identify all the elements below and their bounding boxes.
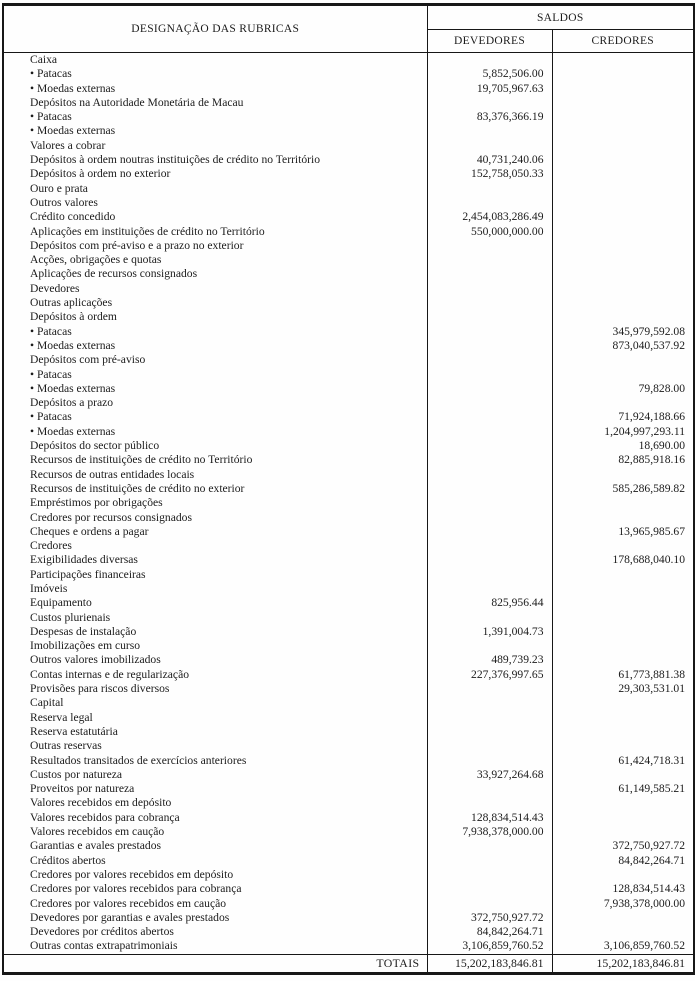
credores-value	[552, 53, 694, 68]
rubrica-label: Contas internas e de regularização	[3, 668, 427, 682]
devedores-value	[427, 182, 552, 196]
credores-value: 18,690.00	[638, 439, 685, 453]
column-header-saldos: SALDOS	[427, 5, 694, 30]
table-row	[3, 239, 694, 253]
credores-value	[552, 153, 694, 167]
devedores-value	[427, 882, 552, 896]
devedores-value	[427, 868, 552, 882]
devedores-value: 550,000,000.00	[427, 225, 552, 239]
table-row	[3, 453, 694, 467]
credores-value: 128,834,514.43	[612, 882, 685, 896]
rubrica-label: Custos por natureza	[3, 768, 427, 782]
rubrica-label: Imobilizações em curso	[3, 639, 427, 653]
table-row	[3, 296, 694, 310]
table-row	[3, 139, 694, 153]
table-row	[3, 725, 694, 739]
devedores-value: 372,750,927.72	[427, 911, 552, 925]
rubrica-label: Credores	[3, 539, 427, 553]
credores-value: 178,688,040.10	[612, 553, 685, 567]
table-row	[3, 696, 694, 710]
rubrica-label: Capital	[3, 696, 427, 710]
credores-value: 345,979,592.08	[612, 324, 685, 338]
devedores-value	[427, 696, 552, 710]
table-row	[3, 568, 694, 582]
devedores-value: 7,938,378,000.00	[427, 825, 552, 839]
table-row	[3, 482, 694, 496]
devedores-value	[427, 754, 552, 768]
table-row	[3, 939, 694, 954]
credores-value	[552, 210, 694, 224]
rubrica-label: Depósitos com pré-aviso	[3, 353, 427, 367]
rubrica-label: Outras contas extrapatrimoniais	[3, 939, 427, 954]
rubrica-label: Credores por recursos consignados	[3, 511, 427, 525]
rubrica-label: Outras aplicações	[3, 296, 427, 310]
devedores-value	[427, 897, 552, 911]
table-row	[3, 468, 694, 482]
table-row	[3, 511, 694, 525]
table-row	[3, 811, 694, 825]
devedores-value	[427, 525, 552, 539]
rubrica-label: Valores a cobrar	[3, 139, 427, 153]
table-row	[3, 67, 694, 81]
table-row	[3, 124, 694, 138]
rubrica-label: Depósitos com pré-aviso e a prazo no exterior	[3, 239, 427, 253]
credores-value	[552, 239, 694, 253]
devedores-value	[427, 611, 552, 625]
table-row	[3, 210, 694, 224]
devedores-value	[427, 353, 552, 367]
rubrica-label: Aplicações de recursos consignados	[3, 267, 427, 281]
devedores-value	[427, 53, 552, 68]
devedores-value	[427, 496, 552, 510]
table-row	[3, 796, 694, 810]
credores-value	[552, 167, 694, 181]
rubrica-label: Garantias e avales prestados	[3, 839, 427, 853]
totals-row	[3, 954, 694, 973]
rubrica-label: Recursos de instituições de crédito no Território	[3, 453, 427, 467]
credores-value	[552, 711, 694, 725]
devedores-value	[427, 725, 552, 739]
rubrica-label: Participações financeiras	[3, 568, 427, 582]
table-row	[3, 754, 694, 768]
rubrica-label: Resultados transitados de exercícios anteriores	[3, 754, 427, 768]
rubrica-label: Depósitos à ordem noutras instituições de crédito no Território	[3, 153, 427, 167]
table-row	[3, 553, 694, 567]
devedores-value	[427, 511, 552, 525]
devedores-value	[427, 553, 552, 567]
devedores-value	[427, 711, 552, 725]
credores-value	[552, 196, 694, 210]
credores-value: 71,924,188.66	[618, 410, 685, 424]
table-row	[3, 539, 694, 553]
credores-value: 873,040,537.92	[612, 338, 685, 352]
devedores-value	[427, 368, 552, 382]
credores-value: 61,424,718.31	[618, 753, 685, 767]
devedores-value: 227,376,997.65	[427, 668, 552, 682]
table-row	[3, 325, 694, 339]
credores-value	[552, 725, 694, 739]
rubrica-label: • Patacas	[3, 325, 427, 339]
credores-value	[552, 568, 694, 582]
rubrica-label: • Moedas externas	[3, 339, 427, 353]
table-row	[3, 682, 694, 696]
rubrica-label: Custos plurienais	[3, 611, 427, 625]
table-row	[3, 596, 694, 610]
devedores-value: 489,739.23	[427, 653, 552, 667]
rubrica-label: Valores recebidos para cobrança	[3, 811, 427, 825]
rubrica-label: Devedores	[3, 282, 427, 296]
credores-value: 372,750,927.72	[612, 839, 685, 853]
table-row	[3, 839, 694, 853]
devedores-value: 19,705,967.63	[427, 82, 552, 96]
devedores-value	[427, 796, 552, 810]
rubrica-label: Provisões para riscos diversos	[3, 682, 427, 696]
devedores-value: 2,454,083,286.49	[427, 210, 552, 224]
rubrica-label: Exigibilidades diversas	[3, 553, 427, 567]
credores-value	[552, 653, 694, 667]
devedores-value	[427, 782, 552, 796]
devedores-value	[427, 568, 552, 582]
credores-value: 3,106,859,760.52	[603, 939, 685, 953]
credores-value	[552, 282, 694, 296]
devedores-value: 33,927,264.68	[427, 768, 552, 782]
devedores-value	[427, 339, 552, 353]
credores-value	[552, 182, 694, 196]
credores-value: 585,286,589.82	[612, 481, 685, 495]
credores-value	[552, 639, 694, 653]
rubrica-label: Credores por valores recebidos em caução	[3, 897, 427, 911]
table-row	[3, 196, 694, 210]
rubrica-label: • Patacas	[3, 110, 427, 124]
table-row	[3, 825, 694, 839]
table-row	[3, 639, 694, 653]
devedores-value	[427, 382, 552, 396]
rubrica-label: • Patacas	[3, 368, 427, 382]
credores-value	[552, 124, 694, 138]
table-body	[3, 53, 694, 955]
table-row	[3, 396, 694, 410]
devedores-value	[427, 453, 552, 467]
devedores-value	[427, 253, 552, 267]
table-row	[3, 925, 694, 939]
devedores-value	[427, 239, 552, 253]
table-row	[3, 582, 694, 596]
table-row	[3, 882, 694, 896]
credores-value	[552, 96, 694, 110]
credores-value	[552, 596, 694, 610]
rubrica-label: Créditos abertos	[3, 854, 427, 868]
credores-value	[552, 296, 694, 310]
rubrica-label: Outros valores	[3, 196, 427, 210]
totals-devedores-value: 15,202,183,846.81	[427, 954, 552, 973]
table-row	[3, 82, 694, 96]
table-row	[3, 854, 694, 868]
rubrica-label: • Moedas externas	[3, 124, 427, 138]
credores-value	[552, 825, 694, 839]
rubrica-label: • Patacas	[3, 67, 427, 81]
devedores-value	[427, 325, 552, 339]
rubrica-label: Depósitos na Autoridade Monetária de Macau	[3, 96, 427, 110]
devedores-value: 84,842,264.71	[427, 925, 552, 939]
devedores-value	[427, 196, 552, 210]
rubrica-label: Outros valores imobilizados	[3, 653, 427, 667]
devedores-value: 40,731,240.06	[427, 153, 552, 167]
devedores-value	[427, 425, 552, 439]
rubrica-label: Depósitos a prazo	[3, 396, 427, 410]
devedores-value: 3,106,859,760.52	[427, 939, 552, 954]
rubrica-label: Depósitos à ordem no exterior	[3, 167, 427, 181]
devedores-value	[427, 854, 552, 868]
devedores-value	[427, 739, 552, 753]
column-header-credores: CREDORES	[552, 30, 694, 53]
rubrica-label: Proveitos por natureza	[3, 782, 427, 796]
table-row	[3, 110, 694, 124]
credores-value: 61,149,585.21	[618, 782, 685, 796]
rubrica-label: Recursos de instituições de crédito no exterior	[3, 482, 427, 496]
credores-value	[552, 225, 694, 239]
credores-value	[552, 696, 694, 710]
credores-value	[552, 582, 694, 596]
credores-value	[552, 253, 694, 267]
table-row	[3, 382, 694, 396]
rubrica-label: Aplicações em instituições de crédito no Território	[3, 225, 427, 239]
credores-value	[552, 82, 694, 96]
table-row	[3, 868, 694, 882]
table-row	[3, 897, 694, 911]
rubrica-label: Recursos de outras entidades locais	[3, 468, 427, 482]
credores-value: 13,965,985.67	[618, 524, 685, 538]
table-row	[3, 368, 694, 382]
devedores-value	[427, 396, 552, 410]
credores-value	[552, 796, 694, 810]
totals-credores-value: 15,202,183,846.81	[552, 954, 694, 973]
credores-value: 1,204,997,293.11	[604, 424, 685, 438]
rubrica-label: Valores recebidos em depósito	[3, 796, 427, 810]
credores-value	[552, 368, 694, 382]
table-row	[3, 153, 694, 167]
credores-value	[552, 396, 694, 410]
devedores-value	[427, 682, 552, 696]
table-row	[3, 267, 694, 281]
credores-value	[552, 539, 694, 553]
credores-value	[552, 139, 694, 153]
table-header	[3, 5, 694, 53]
devedores-value	[427, 582, 552, 596]
table-row	[3, 711, 694, 725]
devedores-value	[427, 839, 552, 853]
table-row	[3, 625, 694, 639]
rubrica-label: Empréstimos por obrigações	[3, 496, 427, 510]
rubrica-label: • Moedas externas	[3, 382, 427, 396]
devedores-value	[427, 310, 552, 324]
devedores-value: 152,758,050.33	[427, 167, 552, 181]
credores-value	[552, 925, 694, 939]
rubrica-label: Reserva estatutária	[3, 725, 427, 739]
rubrica-label: Reserva legal	[3, 711, 427, 725]
devedores-value	[427, 482, 552, 496]
rubrica-label: • Moedas externas	[3, 425, 427, 439]
table-row	[3, 496, 694, 510]
devedores-value	[427, 410, 552, 424]
credores-value	[552, 67, 694, 81]
table-row	[3, 96, 694, 110]
credores-value	[552, 739, 694, 753]
table-row	[3, 310, 694, 324]
rubrica-label: Acções, obrigações e quotas	[3, 253, 427, 267]
totals-label: TOTAIS	[3, 954, 427, 973]
credores-value: 84,842,264.71	[618, 853, 685, 867]
credores-value	[552, 267, 694, 281]
devedores-value	[427, 439, 552, 453]
credores-value: 61,773,881.38	[618, 667, 685, 681]
table-row	[3, 768, 694, 782]
table-row	[3, 782, 694, 796]
credores-value: 7,938,378,000.00	[603, 896, 685, 910]
rubrica-label: Devedores por créditos abertos	[3, 925, 427, 939]
credores-value	[552, 496, 694, 510]
table-row	[3, 167, 694, 181]
credores-value	[552, 811, 694, 825]
devedores-value	[427, 124, 552, 138]
devedores-value: 1,391,004.73	[427, 625, 552, 639]
credores-value	[552, 468, 694, 482]
table-row	[3, 439, 694, 453]
table-row	[3, 53, 694, 68]
credores-value	[552, 625, 694, 639]
devedores-value	[427, 96, 552, 110]
balance-sheet-table	[2, 3, 695, 975]
rubrica-label: Credores por valores recebidos em depósito	[3, 868, 427, 882]
credores-value	[552, 911, 694, 925]
credores-value	[552, 511, 694, 525]
table-row	[3, 182, 694, 196]
devedores-value	[427, 282, 552, 296]
table-row	[3, 353, 694, 367]
devedores-value	[427, 468, 552, 482]
table-row	[3, 225, 694, 239]
devedores-value: 83,376,366.19	[427, 110, 552, 124]
column-header-devedores: DEVEDORES	[427, 30, 552, 53]
rubrica-label: Imóveis	[3, 582, 427, 596]
table-row	[3, 611, 694, 625]
table-row	[3, 425, 694, 439]
credores-value: 29,303,531.01	[618, 682, 685, 696]
devedores-value	[427, 267, 552, 281]
table-row	[3, 525, 694, 539]
table-row	[3, 282, 694, 296]
devedores-value	[427, 139, 552, 153]
devedores-value	[427, 539, 552, 553]
rubrica-label: Devedores por garantias e avales prestados	[3, 911, 427, 925]
rubrica-label: Valores recebidos em caução	[3, 825, 427, 839]
table-row	[3, 668, 694, 682]
rubrica-label: Ouro e prata	[3, 182, 427, 196]
rubrica-label: Depósitos do sector público	[3, 439, 427, 453]
rubrica-label: Caixa	[3, 53, 427, 68]
credores-value	[552, 611, 694, 625]
credores-value	[552, 110, 694, 124]
table-row	[3, 339, 694, 353]
rubrica-label: Crédito concedido	[3, 210, 427, 224]
rubrica-label: Depósitos à ordem	[3, 310, 427, 324]
rubrica-label: • Moedas externas	[3, 82, 427, 96]
rubrica-label: Outras reservas	[3, 739, 427, 753]
table-row	[3, 739, 694, 753]
rubrica-label: Despesas de instalação	[3, 625, 427, 639]
credores-value: 82,885,918.16	[618, 453, 685, 467]
table-row	[3, 410, 694, 424]
devedores-value: 128,834,514.43	[427, 811, 552, 825]
column-header-designacao: DESIGNAÇÃO DAS RUBRICAS	[3, 5, 427, 53]
credores-value	[552, 768, 694, 782]
table-row	[3, 253, 694, 267]
table-footer	[3, 954, 694, 973]
devedores-value	[427, 639, 552, 653]
credores-value	[552, 353, 694, 367]
table-row	[3, 911, 694, 925]
table-row	[3, 653, 694, 667]
rubrica-label: Credores por valores recebidos para cobrança	[3, 882, 427, 896]
rubrica-label: • Patacas	[3, 410, 427, 424]
credores-value	[552, 310, 694, 324]
devedores-value	[427, 296, 552, 310]
credores-value	[552, 868, 694, 882]
rubrica-label: Equipamento	[3, 596, 427, 610]
credores-value: 79,828.00	[638, 381, 685, 395]
rubrica-label: Cheques e ordens a pagar	[3, 525, 427, 539]
devedores-value: 825,956.44	[427, 596, 552, 610]
devedores-value: 5,852,506.00	[427, 67, 552, 81]
